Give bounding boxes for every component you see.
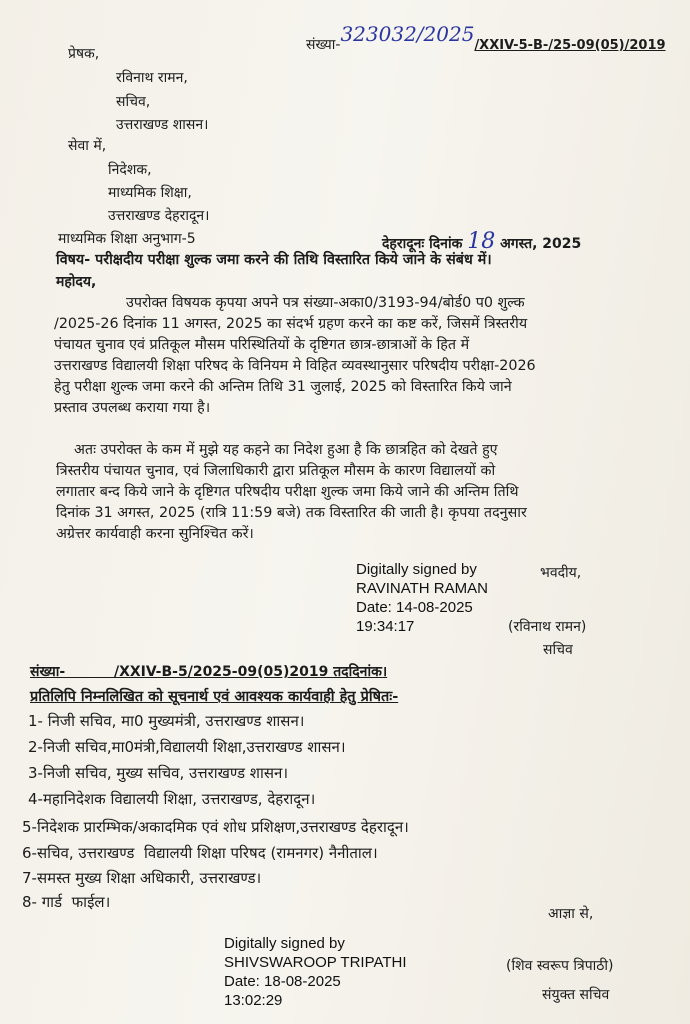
paragraph-1-line: हेतु परीक्षा शुल्क जमा करने की अन्तिम तिथि 31 जुलाई, 2025 को विस्तारित किये जाने — [54, 379, 512, 395]
signature-1-line4: 19:34:17 — [356, 618, 415, 635]
closing-bhavdiya: भवदीय, — [540, 565, 582, 581]
paragraph-2-line: अतः उपरोक्त के कम में मुझे यह कहने का निदेश हुआ है कि छात्रहित को देखते हुए — [74, 442, 498, 458]
digital-signature-ravinath — [356, 560, 488, 636]
signature-1-line3: Date: 14-08-2025 — [356, 599, 473, 616]
copy-heading: प्रतिलिपि निम्नलिखित को सूचनार्थ एवं आवश्यक कार्यवाही हेतु प्रेषितः- — [30, 689, 399, 705]
copy-number: संख्या- /XXIV-B-5/2025-09(05)2019 तददिनांक। — [30, 664, 388, 680]
paragraph-1 — [54, 293, 640, 419]
signatory-1-designation: सचिव — [543, 642, 573, 658]
recipient-location: उत्तराखण्ड देहरादून। — [108, 208, 210, 224]
recipient-department: माध्यमिक शिक्षा, — [108, 185, 192, 201]
paragraph-1-line: उपरोक्त विषयक कृपया अपने पत्र संख्या-अका0/3193-94/बोर्ड0 प0 शुल्क — [126, 295, 525, 311]
paragraph-1-line: प्रस्ताव उपलब्ध कराया गया है। — [54, 400, 211, 416]
signatory-2-designation: संयुक्त सचिव — [542, 987, 610, 1003]
paragraph-1-line: /2025-26 दिनांक 11 अगस्त, 2025 का संदर्भ ग्रहण करने का कष्ट करें, जिसमें त्रिस्तरीय — [54, 316, 528, 332]
paragraph-2-line: त्रिस्तरीय पंचायत चुनाव, एवं जिलाधिकारी द्वारा प्रतिकूल मौसम के कारण विद्यालयों को — [56, 463, 496, 479]
recipient-designation: निदेशक, — [108, 162, 152, 178]
date-prefix: देहरादूनः दिनांक — [382, 236, 463, 252]
signatory-1-name: (रविनाथ रामन) — [508, 619, 587, 635]
signatory-2-name: (शिव स्वरूप त्रिपाठी) — [506, 958, 614, 974]
signature-2-line3: Date: 18-08-2025 — [224, 973, 341, 990]
signature-1-line2: RAVINATH RAMAN — [356, 580, 488, 597]
sender-office: उत्तराखण्ड शासन। — [116, 117, 209, 133]
copy-list-item: 3-निजी सचिव, मुख्य सचिव, उत्तराखण्ड शासन। — [28, 764, 289, 782]
order-line: आज्ञा से, — [548, 906, 594, 922]
paragraph-1-line: पंचायत चुनाव एवं प्रतिकूल मौसम परिस्थितियों के दृष्टिगत छात्र-छात्राओं के हित में — [54, 337, 470, 353]
paragraph-2 — [56, 440, 642, 545]
letter-number-label: संख्या- — [306, 37, 341, 53]
sender-designation: सचिव, — [116, 94, 151, 110]
letter-number-handwritten: 323032/2025 — [340, 22, 475, 46]
paragraph-1-line: उत्तराखण्ड विद्यालयी शिक्षा परिषद के विनियम मे विहित व्यवस्थानुसार परिषदीय परीक्षा-2026 — [54, 358, 536, 374]
copy-list-item: 8- गार्ड फाईल। — [22, 893, 111, 911]
copy-list-item: 5-निदेशक प्रारम्भिक/अकादमिक एवं शोध प्रशिक्षण,उत्तराखण्ड देहरादून। — [22, 818, 409, 836]
copy-list-item: 1- निजी सचिव, मा0 मुख्यमंत्री, उत्तराखण्ड शासन। — [28, 712, 305, 730]
letter-number-suffix: /XXIV-5-B-/25-09(05)/2019 — [474, 38, 666, 53]
digital-signature-shivswaroop — [224, 934, 407, 1010]
signature-2-line1: Digitally signed by — [224, 935, 345, 952]
signature-1-line1: Digitally signed by — [356, 561, 477, 578]
copy-list-item: 7-समस्त मुख्य शिक्षा अधिकारी, उत्तराखण्ड। — [22, 869, 262, 887]
paragraph-2-line: लगातार बन्द किये जाने के दृष्टिगत परिषदीय परीक्षा शुल्क जमा किये जाने की अन्तिम तिथि — [56, 484, 519, 500]
letter-number — [306, 22, 666, 54]
sender-label: प्रेषक, — [68, 46, 100, 62]
copy-list-item: 4-महानिदेशक विद्यालयी शिक्षा, उत्तराखण्ड, देहरादून। — [28, 790, 316, 808]
signature-2-line2: SHIVSWAROOP TRIPATHI — [224, 954, 407, 971]
date-suffix: अगस्त, 2025 — [500, 236, 582, 252]
sender-name: रविनाथ रामन, — [116, 70, 188, 86]
section-name: माध्यमिक शिक्षा अनुभाग-5 — [58, 231, 196, 247]
recipient-label: सेवा में, — [68, 138, 107, 154]
copy-list-item: 2-निजी सचिव,मा0मंत्री,विद्यालयी शिक्षा,उत्तराखण्ड शासन। — [28, 738, 346, 756]
copy-list-item: 6-सचिव, उत्तराखण्ड विद्यालयी शिक्षा परिषद (रामनगर) नैनीताल। — [22, 844, 378, 862]
subject-line: विषय- परीक्षदीय परीक्षा शुल्क जमा करने की तिथि विस्तारित किये जाने के संबंध में। — [56, 252, 492, 268]
date-day: 18 — [467, 229, 496, 254]
signature-2-line4: 13:02:29 — [224, 992, 283, 1009]
paragraph-2-line: अग्रेत्तर कार्यवाही करना सुनिश्चित करें। — [56, 526, 254, 542]
paragraph-2-line: दिनांक 31 अगस्त, 2025 (रात्रि 11:59 बजे) तक विस्तारित की जाती है। कृपया तदनुसार — [56, 505, 527, 521]
salutation: महोदय, — [56, 274, 97, 290]
